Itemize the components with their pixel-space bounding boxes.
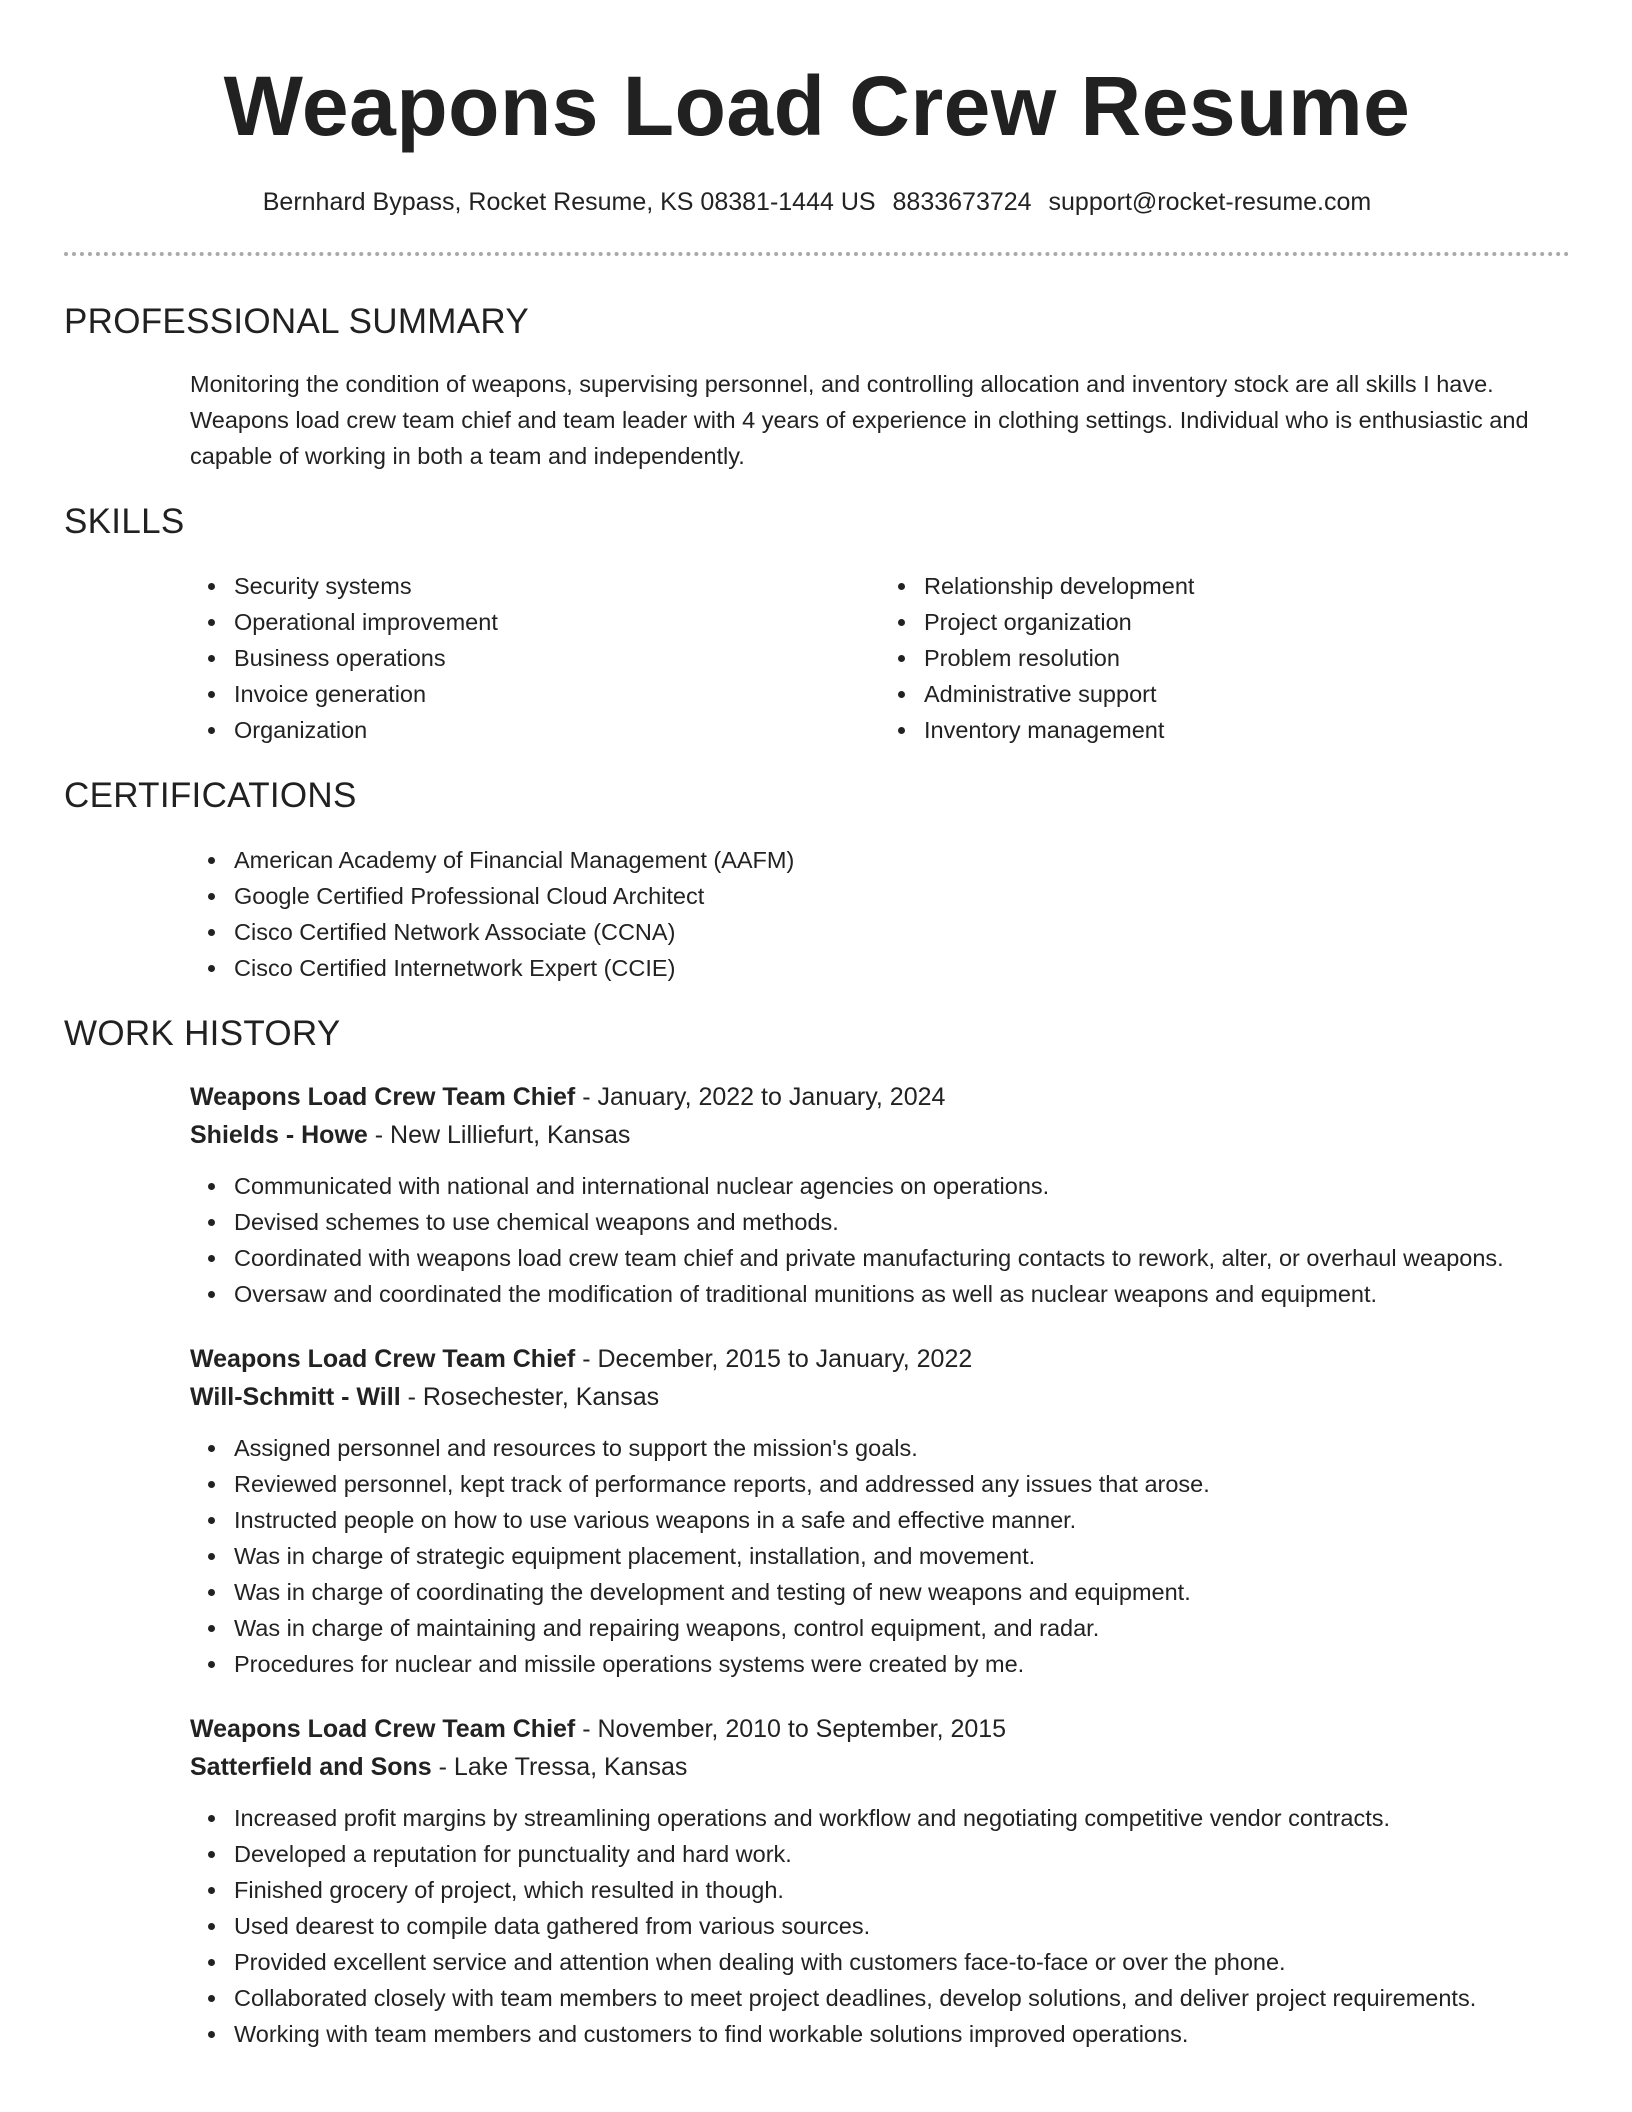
list-item: Security systems [234,568,880,604]
skills-list-right [880,568,1570,748]
contact-line [64,186,1570,218]
skills-list-left [190,568,880,748]
list-item: Project organization [924,604,1570,640]
job-bullets [190,1800,1570,2052]
list-item: Working with team members and customers to find workable solutions improved operations. [234,2016,1570,2052]
job-bullets [190,1430,1570,1682]
list-item: Google Certified Professional Cloud Architect [234,878,1570,914]
list-item: Instructed people on how to use various weapons in a safe and effective manner. [234,1502,1570,1538]
list-item: Was in charge of maintaining and repairing weapons, control equipment, and radar. [234,1610,1570,1646]
resume-title: Weapons Load Crew Resume [223,59,1411,153]
job-company: Will-Schmitt - Will [190,1383,401,1411]
list-item: Cisco Certified Internetwork Expert (CCIE) [234,950,1570,986]
certifications-list [190,842,1570,986]
list-item: Invoice generation [234,676,880,712]
list-item: Used dearest to compile data gathered from various sources. [234,1908,1570,1944]
list-item: Business operations [234,640,880,676]
job-entry [190,1710,1570,2052]
list-item: Organization [234,712,880,748]
job-entry [190,1340,1570,1682]
contact-phone: 8833673724 [892,188,1032,216]
list-item: Developed a reputation for punctuality and hard work. [234,1836,1570,1872]
work-history-heading: WORK HISTORY [64,1014,341,1053]
list-item: Reviewed personnel, kept track of performance reports, and addressed any issues that arose. [234,1466,1570,1502]
list-item: Increased profit margins by streamlining operations and workflow and negotiating competitive vendor contracts. [234,1800,1570,1836]
job-bullets [190,1168,1570,1312]
list-item: Problem resolution [924,640,1570,676]
job-company: Satterfield and Sons [190,1753,432,1781]
certifications-heading: CERTIFICATIONS [64,776,357,815]
header-divider [64,252,1570,256]
job-location: - New Lilliefurt, Kansas [367,1121,631,1149]
list-item: Assigned personnel and resources to support the mission's goals. [234,1430,1570,1466]
list-item: Relationship development [924,568,1570,604]
summary-heading: PROFESSIONAL SUMMARY [64,302,529,341]
resume-page [64,0,1570,2052]
list-item: Was in charge of coordinating the development and testing of new weapons and equipment. [234,1574,1570,1610]
skills-columns [190,568,1570,748]
job-role: Weapons Load Crew Team Chief [190,1345,576,1373]
contact-address: Bernhard Bypass, Rocket Resume, KS 08381-1444 US [262,188,876,216]
job-location: - Rosechester, Kansas [400,1383,660,1411]
list-item: Operational improvement [234,604,880,640]
job-dates: - January, 2022 to January, 2024 [575,1083,946,1111]
list-item: Communicated with national and international nuclear agencies on operations. [234,1168,1570,1204]
list-item: Coordinated with weapons load crew team chief and private manufacturing contacts to rework, alter, or overhaul weapons. [234,1240,1570,1276]
list-item: Was in charge of strategic equipment placement, installation, and movement. [234,1538,1570,1574]
job-role: Weapons Load Crew Team Chief [190,1715,576,1743]
list-item: Oversaw and coordinated the modification of traditional munitions as well as nuclear weapons and equipment. [234,1276,1570,1312]
job-title-line [190,1078,1570,1116]
list-item: American Academy of Financial Management (AAFM) [234,842,1570,878]
job-entry [190,1078,1570,1312]
list-item: Administrative support [924,676,1570,712]
list-item: Collaborated closely with team members to meet project deadlines, develop solutions, and deliver project requirements. [234,1980,1570,2016]
job-role: Weapons Load Crew Team Chief [190,1083,576,1111]
job-dates: - November, 2010 to September, 2015 [575,1715,1007,1743]
list-item: Cisco Certified Network Associate (CCNA) [234,914,1570,950]
list-item: Inventory management [924,712,1570,748]
skills-heading: SKILLS [64,502,185,541]
job-company-line [190,1378,1570,1416]
list-item: Provided excellent service and attention when dealing with customers face-to-face or over the phone. [234,1944,1570,1980]
job-company-line [190,1116,1570,1154]
list-item: Devised schemes to use chemical weapons and methods. [234,1204,1570,1240]
job-company: Shields - Howe [190,1121,368,1149]
contact-email: support@rocket-resume.com [1048,188,1372,216]
work-history-section [64,1012,1570,2052]
job-title-line [190,1340,1570,1378]
list-item: Procedures for nuclear and missile operations systems were created by me. [234,1646,1570,1682]
job-title-line [190,1710,1570,1748]
job-location: - Lake Tressa, Kansas [431,1753,688,1781]
certifications-section [64,774,1570,986]
job-company-line [190,1748,1570,1786]
job-dates: - December, 2015 to January, 2022 [575,1345,973,1373]
summary-section [64,300,1570,474]
list-item: Finished grocery of project, which resulted in though. [234,1872,1570,1908]
summary-text: Monitoring the condition of weapons, supervising personnel, and controlling allocation and inventory stock are all skills I have. Weapons load crew team chief and team leader with 4 years of experience in clothing settings. Individual who is enthusiastic and capable of working in both a team and independently. [190,371,1529,469]
skills-section [64,500,1570,748]
